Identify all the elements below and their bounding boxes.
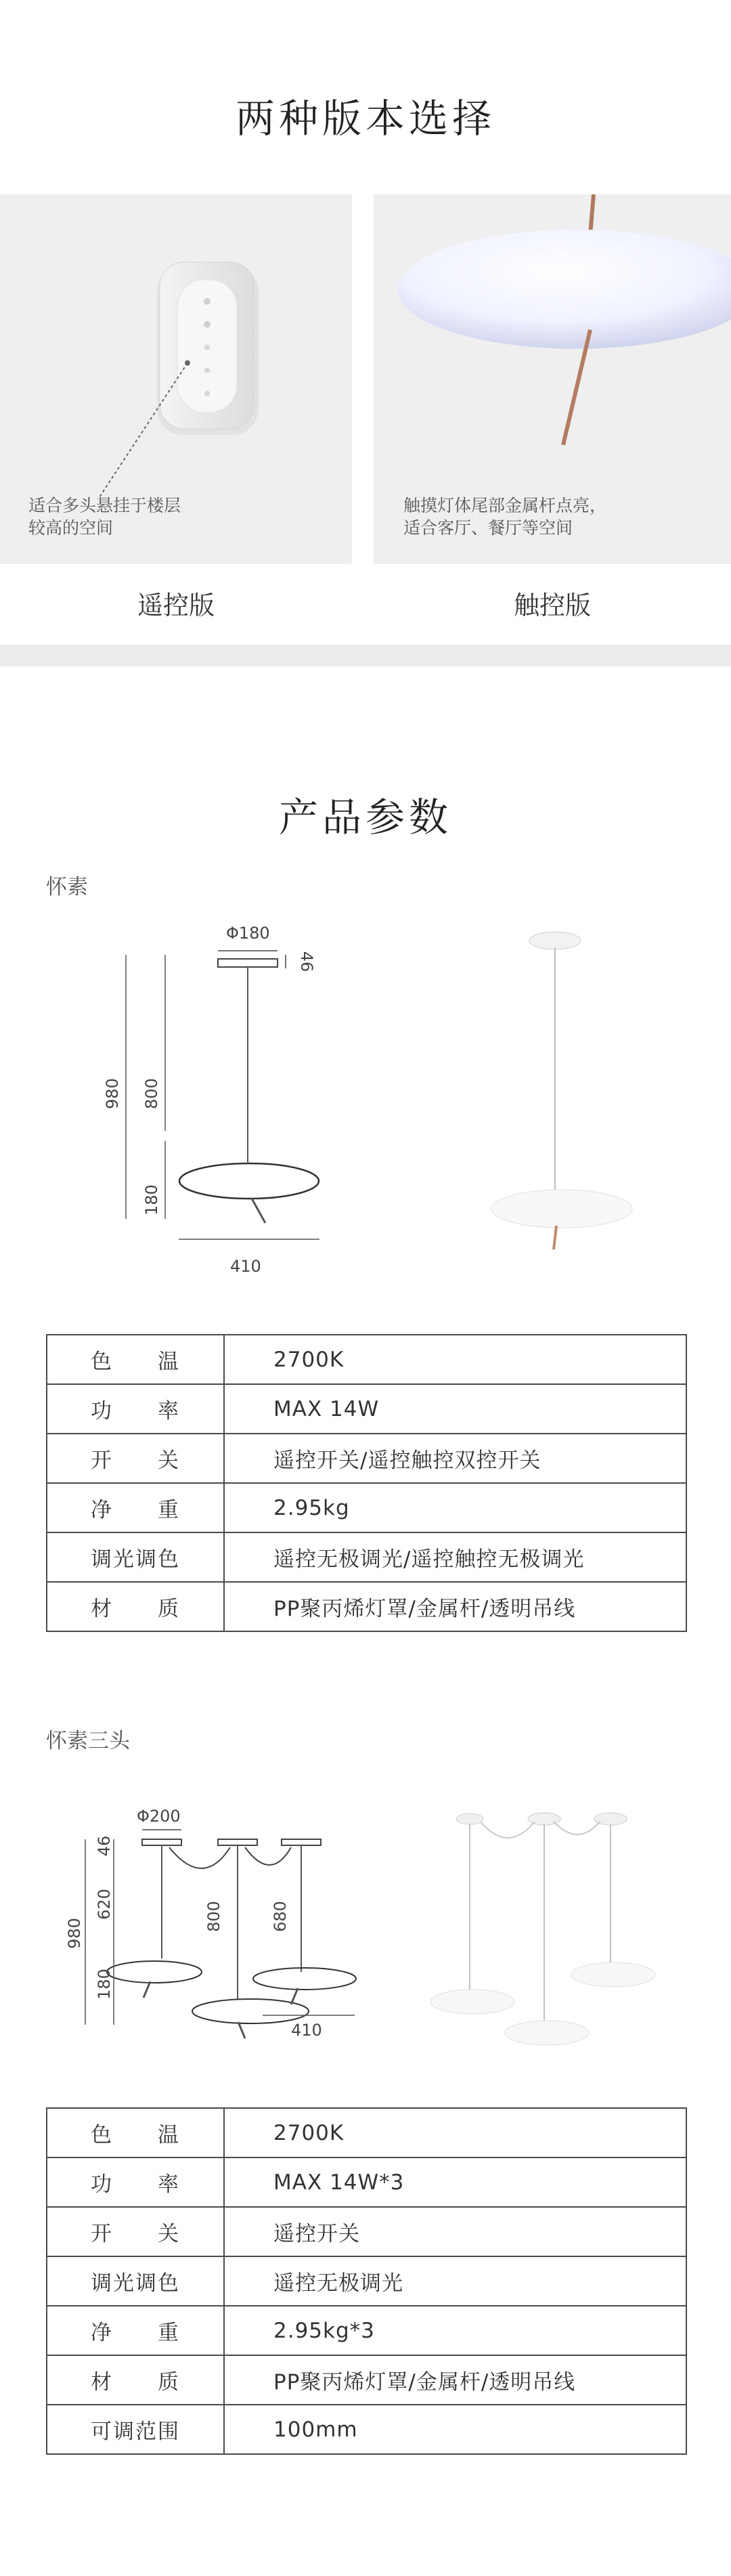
- spec-key: 调光调色: [47, 1532, 224, 1582]
- spec-value: MAX 14W: [224, 1384, 686, 1434]
- dim-total-height: 980: [65, 1918, 84, 1949]
- table-row: [47, 2207, 686, 2256]
- triple-spec-table: [46, 2107, 687, 2455]
- spec-value: 2700K: [224, 1335, 686, 1384]
- spec-key: 色 温: [47, 2108, 224, 2158]
- spec-value: MAX 14W*3: [224, 2158, 686, 2207]
- power-icon: [204, 298, 211, 305]
- table-row: [47, 2158, 686, 2207]
- dim-shade-height: 180: [142, 1184, 161, 1216]
- table-row: [47, 2256, 686, 2306]
- spec-value: 遥控开关: [224, 2207, 686, 2256]
- remote-caption-1: 适合多头悬挂于楼层: [28, 496, 181, 515]
- spec-key: 功 率: [47, 2158, 224, 2207]
- spec-key: 净 重: [47, 1483, 224, 1532]
- spec-key: 净 重: [47, 2306, 224, 2355]
- table-row: [47, 1384, 686, 1434]
- spec-value: 遥控无极调光/遥控触控无极调光: [224, 1532, 686, 1582]
- spec-key: 开 关: [47, 1434, 224, 1483]
- spec-value: 2700K: [224, 2108, 686, 2158]
- versions-title: 两种版本选择: [235, 95, 495, 142]
- touch-version-label: 触控版: [513, 591, 591, 620]
- spec-key: 开 关: [47, 2207, 224, 2256]
- spec-key: 材 质: [47, 2355, 224, 2405]
- table-row: [47, 2108, 686, 2158]
- table-row: [47, 1532, 686, 1582]
- spec-value: 100mm: [224, 2405, 686, 2454]
- triple-dimension-drawing: [65, 1801, 379, 2059]
- spec-key: 可调范围: [47, 2405, 224, 2454]
- dim-cord-1: 620: [95, 1889, 114, 1920]
- triple-model-name: 怀素三头: [46, 1729, 130, 1753]
- spec-key: 材 质: [47, 1582, 224, 1631]
- dim-cord-2: 800: [204, 1901, 223, 1932]
- spec-value: 2.95kg: [224, 1483, 686, 1532]
- dim-shade-height: 180: [95, 1969, 114, 2000]
- remote-caption-2: 较高的空间: [28, 518, 114, 538]
- single-dimension-drawing: [95, 907, 338, 1287]
- single-model-name: 怀素: [46, 875, 88, 899]
- dim-diameter: Φ180: [226, 924, 270, 943]
- spec-value: PP聚丙烯灯罩/金属杆/透明吊线: [224, 2355, 686, 2405]
- spec-value: 2.95kg*3: [224, 2306, 686, 2355]
- dim-cord-length: 800: [142, 1078, 161, 1109]
- touch-version-card: [374, 194, 731, 564]
- single-spec-table: [46, 1334, 687, 1632]
- spec-value: PP聚丙烯灯罩/金属杆/透明吊线: [224, 1582, 686, 1631]
- remote-version-card: [0, 194, 352, 564]
- dim-width: 410: [230, 1257, 261, 1276]
- table-row: [47, 1335, 686, 1384]
- dim-canopy-height: 46: [297, 951, 316, 972]
- dim-canopy-height: 46: [95, 1835, 114, 1857]
- spec-value: 遥控无极调光: [224, 2256, 686, 2306]
- dim-total-height: 980: [103, 1078, 122, 1109]
- table-row: [47, 2405, 686, 2454]
- table-row: [47, 2355, 686, 2405]
- dim-cord-3: 680: [271, 1901, 290, 1932]
- triple-lamp-image: [426, 1807, 663, 2057]
- params-title: 产品参数: [278, 794, 452, 840]
- remote-version-label: 遥控版: [137, 591, 215, 620]
- touch-caption-2: 适合客厅、餐厅等空间: [403, 518, 573, 538]
- spec-key: 调光调色: [47, 2256, 224, 2306]
- spec-key: 功 率: [47, 1384, 224, 1434]
- spec-key: 色 温: [47, 1335, 224, 1384]
- section-divider: [0, 645, 731, 666]
- table-row: [47, 1582, 686, 1631]
- table-row: [47, 1483, 686, 1532]
- table-row: [47, 2306, 686, 2355]
- single-lamp-image: [474, 918, 650, 1263]
- spec-value: 遥控开关/遥控触控双控开关: [224, 1434, 686, 1483]
- table-row: [47, 1434, 686, 1483]
- dim-diameter: Φ200: [137, 1807, 181, 1826]
- dim-width: 410: [291, 2021, 322, 2040]
- touch-caption-1: 触摸灯体尾部金属杆点亮，: [403, 496, 607, 515]
